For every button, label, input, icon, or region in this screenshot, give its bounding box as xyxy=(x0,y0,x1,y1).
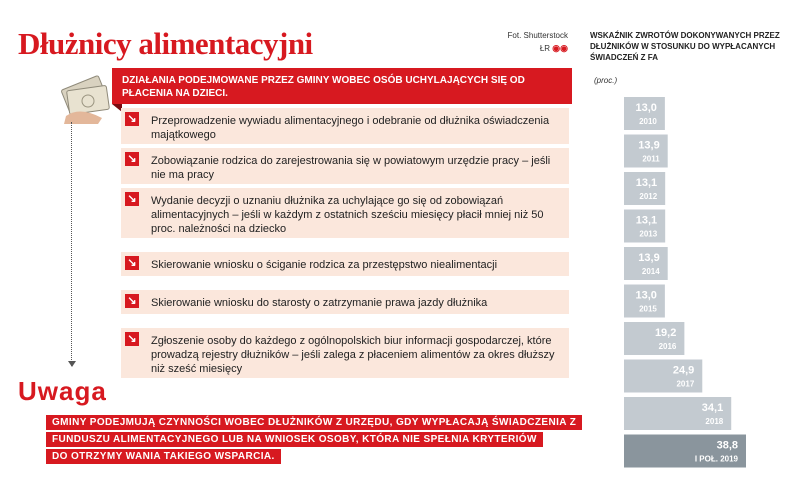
uwaga-line: DO OTRZYMY WANIA TAKIEGO WSPARCIA. xyxy=(46,449,281,464)
bar-category-label: 2018 xyxy=(705,417,724,426)
bar-value-label: 13,9 xyxy=(638,252,660,264)
bar-category-label: 2014 xyxy=(641,267,660,276)
bar-category-label: 2013 xyxy=(639,229,658,239)
bar-value-label: 13,0 xyxy=(635,102,657,114)
bar-value-label: 24,9 xyxy=(672,364,695,377)
arrow-down-right-icon: ↘ xyxy=(125,192,139,206)
bar-category-label: 2010 xyxy=(639,117,657,126)
action-text: Wydanie decyzji o uznaniu dłużnika za uchylające go się od zobowiązań alimentacyjnych – jeśli w każdym z ostatnich sześciu miesięcy płacił mniej niż 50 proc. należności na dziecko xyxy=(151,195,544,235)
bar-value-label: 13,1 xyxy=(635,177,658,189)
arrow-down-right-icon: ↘ xyxy=(125,294,139,308)
bar-category-label: I POŁ. 2019 xyxy=(694,454,738,464)
bar-value-label: 34,1 xyxy=(701,402,724,414)
bar-category-label: 2012 xyxy=(639,192,658,201)
action-text: Skierowanie wniosku o ściganie rodzica za przestępstwo niealimentacji xyxy=(151,259,498,271)
uwaga-line: FUNDUSZU ALIMENTACYJNEGO LUB NA WNIOSEK OSOBY, KTÓRA NIE SPEŁNIA KRYTERIÓW xyxy=(46,432,543,447)
bar-category-label: 2011 xyxy=(642,154,660,164)
bar-category-label: 2016 xyxy=(658,342,677,351)
action-text: Zgłoszenie osoby do każdego z ogólnopolskich biur informacji gospodarczej, które prowadzą rejestry dłużników – jeśli zalega z płaceniem alimentów za okres dłuższy niż sześć miesięcy xyxy=(151,335,555,375)
bar-value-label: 13,0 xyxy=(635,289,657,302)
bar-category-label: 2015 xyxy=(639,304,657,314)
arrow-down-right-icon: ↘ xyxy=(125,332,139,346)
credit-initials: ŁR xyxy=(539,44,551,53)
chart-title: WSKAŹNIK ZWROTÓW DOKONYWANYCH PRZEZ DŁUŻNIKÓW W STOSUNKU DO WYPŁACANYCH ŚWIADCZEŃ Z FA xyxy=(590,31,780,62)
action-text: Zobowiązanie rodzica do zarejestrowania się w powiatowym urzędzie pracy – jeśli nie ma pracy xyxy=(151,155,551,181)
bar-value-label: 13,9 xyxy=(638,139,660,152)
bar-value-label: 19,2 xyxy=(654,327,677,339)
credit-logo-icon: ◉◉ xyxy=(552,43,568,53)
action-text: Skierowanie wniosku do starosty o zatrzymanie prawa jazdy dłużnika xyxy=(151,297,488,309)
uwaga-line: GMINY PODEJMUJĄ CZYNNOŚCI WOBEC DŁUŻNIKÓW Z URZĘDU, GDY WYPŁACAJĄ ŚWIADCZENIA Z xyxy=(46,415,582,430)
bar-value-label: 38,8 xyxy=(716,439,738,452)
action-text: Przeprowadzenie wywiadu alimentacyjnego i odebranie od dłużnika oświadczenia majątkowego xyxy=(151,115,550,141)
chart-unit: (proc.) xyxy=(594,76,618,85)
bar-category-label: 2017 xyxy=(676,379,695,389)
bar-value-label: 13,1 xyxy=(635,214,658,227)
page-title: Dłużnicy alimentacyjni xyxy=(18,26,313,61)
arrow-down-right-icon: ↘ xyxy=(125,256,139,270)
arrow-down-right-icon: ↘ xyxy=(125,112,139,126)
photo-credit-text: Fot. Shutterstock xyxy=(507,31,568,40)
actions-header: DZIAŁANIA PODEJMOWANE PRZEZ GMINY WOBEC OSÓB UCHYLAJĄCYCH SIĘ OD PŁACENIA NA DZIECI. xyxy=(112,68,572,104)
uwaga-title: Uwaga xyxy=(18,376,107,406)
arrow-down-right-icon: ↘ xyxy=(125,152,139,166)
